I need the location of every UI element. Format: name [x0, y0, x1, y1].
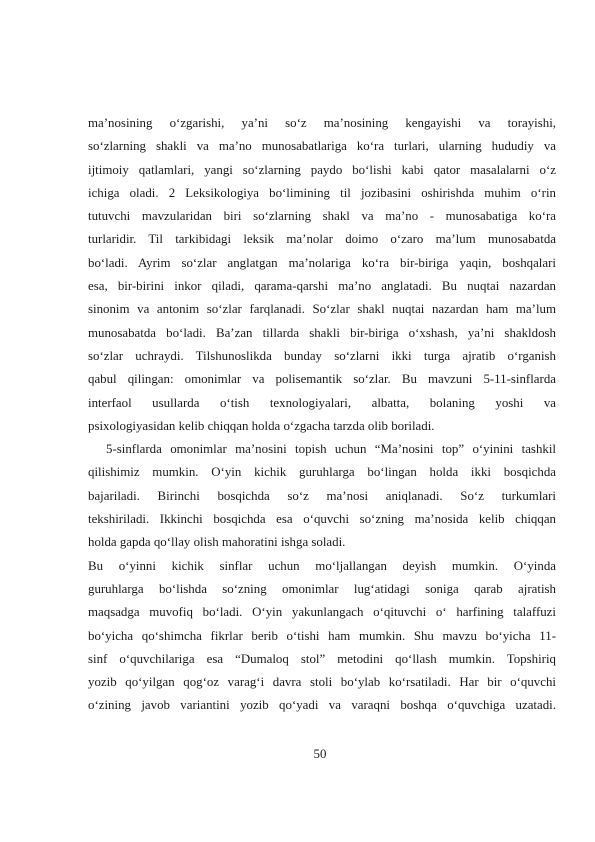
- text-line: so‘zlar uchraydi. Tilshunoslikda bunday so‘zlarni ikki turga ajratib o‘rganish: [88, 348, 556, 363]
- text-line: tutuvchi mavzularidan biri so‘zlarning shakl va ma’no - munosabatiga ko‘ra: [88, 209, 556, 224]
- text-line: munosabatda bo‘ladi. Ba’zan tillarda shakli bir-biriga o‘xshash, ya’ni shakldosh: [88, 325, 556, 340]
- paragraph-2: [88, 438, 556, 554]
- text-line: yozib qo‘yilgan qog‘oz varag‘i davra stoli bo‘ylab ko‘rsatiladi. Har bir o‘quvchi: [88, 675, 556, 690]
- text-line: ichiga oladi. 2 Leksikologiya bo‘limining til jozibasini oshirishda muhim o‘rin: [88, 185, 556, 200]
- text-line: maqsadga muvofiq bo‘ladi. O‘yin yakunlangach o‘qituvchi o‘ harfining talaffuzi: [88, 605, 556, 620]
- text-line: bo‘yicha qo‘shimcha fikrlar berib o‘tishi ham mumkin. Shu mavzu bo‘yicha 11-: [88, 628, 556, 643]
- text-line: tekshiriladi. Ikkinchi bosqichda esa o‘quvchi so‘zning ma’nosida kelib chiqqan: [88, 512, 556, 527]
- paragraph-1: [88, 112, 556, 438]
- text-line: interfaol usullarda o‘tish texnologiyalari, albatta, bolaning yoshi va: [88, 395, 556, 410]
- text-line: sinf o‘quvchilariga esa “Dumaloq stol” metodini qo‘llash mumkin. Topshiriq: [88, 651, 556, 666]
- text-line: sinonim va antonim so‘zlar farqlanadi. So‘zlar shakl nuqtai nazardan ham ma’lum: [88, 302, 556, 317]
- text-line: qilishimiz mumkin. O‘yin kichik guruhlarga bo‘lingan holda ikki bosqichda: [88, 465, 556, 480]
- text-line: esa, bir-birini inkor qiladi, qarama-qarshi ma’no anglatadi. Bu nuqtai nazardan: [88, 279, 556, 294]
- text-line: bo‘ladi. Ayrim so‘zlar anglatgan ma’nolariga ko‘ra bir-biriga yaqin, boshqalari: [88, 255, 556, 270]
- text-line: psixologiyasidan kelib chiqqan holda o‘zgacha tarzda olib boriladi.: [88, 418, 435, 433]
- text-line: Bu o‘yinni kichik sinflar uchun mo‘ljallangan deyish mumkin. O‘yinda: [88, 558, 556, 573]
- text-line: o‘zining javob variantini yozib qo‘yadi va varaqni boshqa o‘quvchiga uzatadi.: [88, 698, 556, 713]
- text-line: 5-sinflarda omonimlar ma’nosini topish uchun “Ma’nosini top” o‘yinini tashkil: [106, 442, 556, 457]
- text-line: turlaridir. Til tarkibidagi leksik ma’nolar doimo o‘zaro ma’lum munosabatda: [88, 232, 556, 247]
- text-line: so‘zlarning shakli va ma’no munosabatlariga ko‘ra turlari, ularning hududiy va: [88, 139, 556, 154]
- page-number: 50: [313, 747, 327, 761]
- text-line: ma’nosining o‘zgarishi, ya’ni so‘z ma’nosining kengayishi va torayishi,: [88, 116, 556, 130]
- text-line: holda gapda qo‘llay olish mahoratini ishga soladi.: [88, 535, 346, 550]
- text-line: guruhlarga bo‘lishda so‘zning omonimlar lug‘atidagi soniga qarab ajratish: [88, 581, 556, 596]
- text-line: ijtimoiy qatlamlari, yangi so‘zlarning paydo bo‘lishi kabi qator masalalarni o‘z: [88, 162, 556, 177]
- document-body: [88, 112, 556, 718]
- paragraph-3: [88, 555, 556, 718]
- text-line: bajariladi. Birinchi bosqichda so‘z ma’nosi aniqlanadi. So‘z turkumlari: [88, 488, 556, 503]
- text-line: qabul qilingan: omonimlar va polisemantik so‘zlar. Bu mavzuni 5-11-sinflarda: [88, 372, 556, 387]
